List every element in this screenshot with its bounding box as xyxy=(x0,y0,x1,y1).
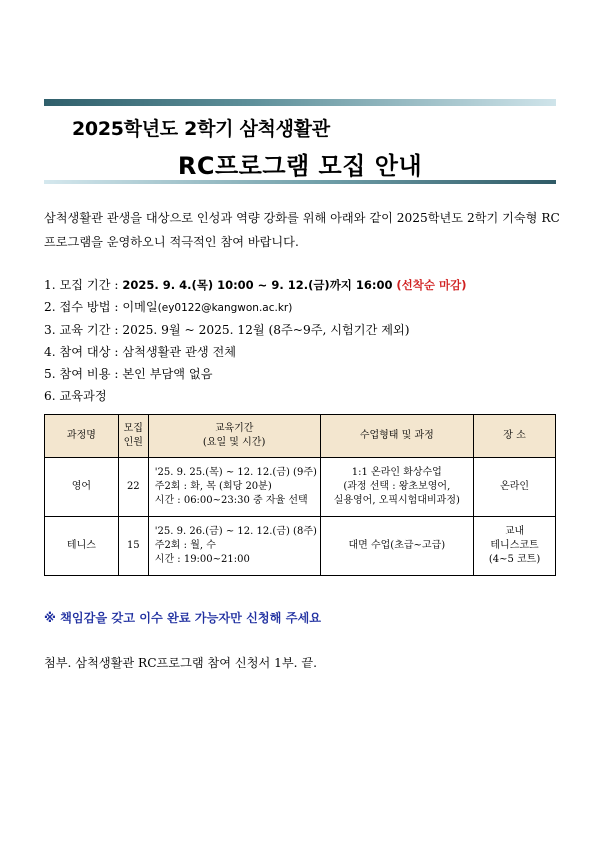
recruit-period xyxy=(44,274,466,296)
course-name: 영어 xyxy=(45,458,119,517)
course-capacity: 15 xyxy=(118,517,148,576)
participation-cost: 5. 참여 비용 : 본인 부담액 없음 xyxy=(44,367,213,381)
course-capacity: 22 xyxy=(118,458,148,517)
header-bottom-bar xyxy=(44,180,556,184)
recruit-period-note: (선착순 마감) xyxy=(396,278,467,292)
header-capacity: 모집 인원 xyxy=(118,415,148,458)
education-period: 3. 교육 기간 : 2025. 9월 ~ 2025. 12월 (8주~9주, 시험기간 제외) xyxy=(44,323,410,337)
header-top-bar xyxy=(44,99,556,106)
course-schedule: '25. 9. 25.(목) ~ 12. 12.(금) (9주) 주2회 : 화, 목 (회당 20분) 시간 : 06:00~23:30 중 자율 선택 xyxy=(148,458,320,517)
course-place: 교내 테니스코트 (4~5 코트) xyxy=(474,517,556,576)
title-line-1: 2025학년도 2학기 삼척생활관 xyxy=(72,118,330,140)
apply-method xyxy=(44,296,466,319)
header-format: 수업형태 및 과정 xyxy=(320,415,474,458)
course-schedule: '25. 9. 26.(금) ~ 12. 12.(금) (8주) 주2회 : 월, 수 시간 : 19:00~21:00 xyxy=(148,517,320,576)
header-place: 장 소 xyxy=(474,415,556,458)
apply-method-label: 2. 접수 방법 : 이메일 xyxy=(44,300,158,314)
info-list xyxy=(44,274,466,407)
apply-email: (ey0122@kangwon.ac.kr) xyxy=(157,302,293,314)
course-format: 대면 수업(초급~고급) xyxy=(320,517,474,576)
notice-text: ※ 책임감을 갖고 이수 완료 가능자만 신청해 주세요 xyxy=(44,611,322,625)
table-row xyxy=(45,458,556,517)
course-place: 온라인 xyxy=(474,458,556,517)
course-name: 테니스 xyxy=(45,517,119,576)
table-row xyxy=(45,517,556,576)
header-course: 과정명 xyxy=(45,415,119,458)
course-table xyxy=(44,414,556,576)
page-title: RC프로그램 모집 안내 xyxy=(177,152,423,180)
target-audience: 4. 참여 대상 : 삼척생활관 관생 전체 xyxy=(44,345,237,359)
course-format: 1:1 온라인 화상수업 (과정 선택 : 왕초보영어, 실용영어, 오픽시험대비과정) xyxy=(320,458,474,517)
header-schedule: 교육기간 (요일 및 시간) xyxy=(148,415,320,458)
courses-heading: 6. 교육과정 xyxy=(44,389,107,403)
recruit-period-value: 2025. 9. 4.(목) 10:00 ~ 9. 12.(금)까지 16:00 xyxy=(122,278,393,292)
intro-paragraph: 삼척생활관 관생을 대상으로 인성과 역량 강화를 위해 아래와 같이 2025학년도 2학기 기숙형 RC프로그램을 운영하오니 적극적인 참여 바랍니다. xyxy=(44,211,560,249)
recruit-period-label: 1. 모집 기간 : xyxy=(44,278,123,292)
table-header-row xyxy=(45,415,556,458)
attachment-note: 첨부. 삼척생활관 RC프로그램 참여 신청서 1부. 끝. xyxy=(44,656,318,670)
